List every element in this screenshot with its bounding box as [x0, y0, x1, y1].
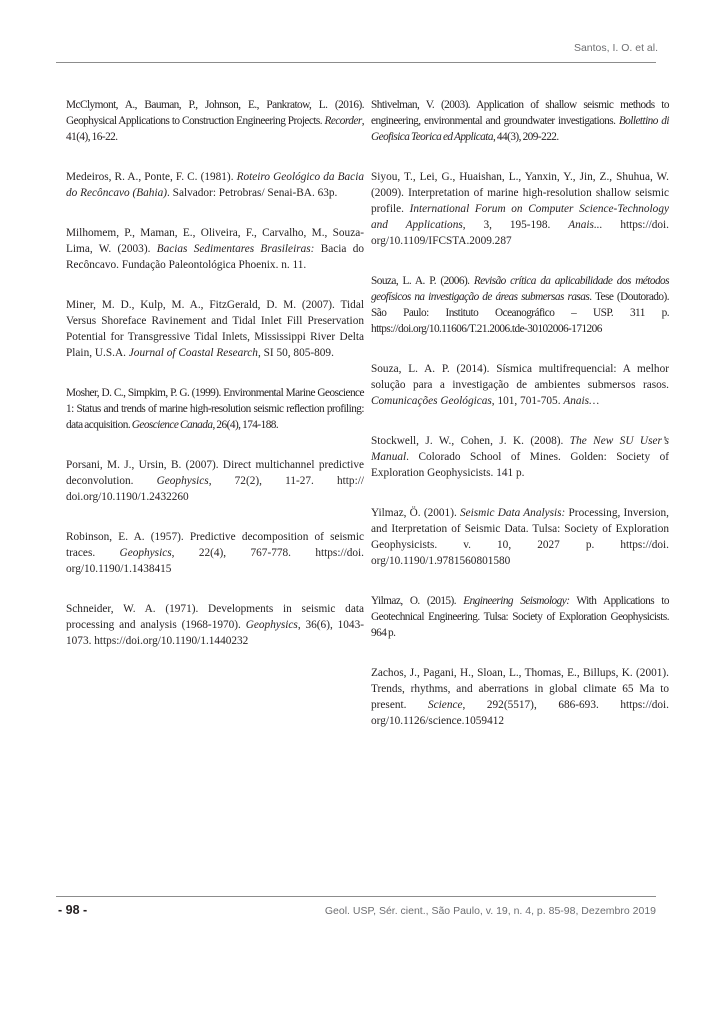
reference-text: With Applications to Geotechnical Engineering. Tulsa: Society of Exploration Geophysicists. 964 p. [371, 595, 669, 639]
reference-entry [371, 361, 669, 409]
reference-entry [371, 97, 669, 145]
reference-text: Porsani, M. J., Ursin, B. (2007). Direct multichannel predictive deconvolution. [66, 459, 364, 487]
reference-text: Medeiros, R. A., Ponte, F. C. (1981). [66, 171, 237, 183]
reference-title-italic: Bollettino di Geofisica Teorica ed Applicata [371, 115, 669, 143]
header-rule [56, 62, 656, 63]
page-number: - 98 - [58, 903, 88, 917]
reference-text: Schneider, W. A. (1971). Developments in seismic data processing and analysis (1968-1970). [66, 603, 364, 631]
reference-text: Shtivelman, V. (2003). Application of shallow seismic methods to engineering, environmental and groundwater investigations. [371, 99, 669, 127]
reference-title-italic: Bacias Sedimentares Brasileiras: [156, 243, 315, 255]
reference-text: Souza, L. A. P. (2006). [371, 275, 474, 287]
reference-entry [66, 529, 364, 577]
reference-title-italic: Journal of Coastal Research [128, 347, 258, 359]
reference-text: , 101, 701-705. [491, 395, 564, 407]
reference-entry [66, 225, 364, 273]
reference-title-italic: Science [428, 699, 463, 711]
reference-entry [66, 169, 364, 201]
reference-text: Mosher, D. C., Simpkim, P. G. (1999). Environmental Marine Geoscience 1: Status and trends of marine high-resolution seismic reflection profiling: data acquisition. [66, 387, 364, 431]
reference-text: Bacia do Recôncavo. Fundação Paleontológica Phoenix. n. 11. [66, 243, 364, 271]
reference-entry [66, 601, 364, 649]
reference-title-italic: Anais… [563, 395, 600, 407]
reference-entry [371, 273, 669, 337]
reference-title-italic: Anais... [568, 219, 603, 231]
reference-entry [66, 97, 364, 145]
reference-entry [371, 593, 669, 641]
reference-title-italic: The New SU User’s Manual [371, 435, 669, 463]
references-left-column [66, 97, 364, 673]
references-right-column [371, 97, 669, 753]
reference-title-italic: Comunicações Geológicas [371, 395, 492, 407]
reference-text: Zachos, J., Pagani, H., Sloan, L., Thomas, E., Billups, K. (2001). Trends, rhythms, and aberrations in global climate 65 Ma to present. [371, 667, 669, 711]
reference-text: , 22(4), 767-778. https://doi. org/10.1190/1.1438415 [66, 547, 364, 575]
reference-title-italic: Geophysics [245, 619, 298, 631]
reference-entry [371, 665, 669, 729]
reference-entry [371, 505, 669, 569]
reference-title-italic: Geoscience Canada [131, 419, 213, 431]
reference-title-italic: International Forum on Computer Science-Technology and Applications [371, 203, 669, 231]
reference-entry [66, 297, 364, 361]
reference-text: . Colorado School of Mines. Golden: Society of Exploration Geophysicists. 141 p. [371, 451, 669, 479]
reference-text: Souza, L. A. P. (2014). Sísmica multifrequencial: A melhor solução para a investigação de ambientes submersos rasos. [371, 363, 669, 391]
reference-text: Miner, M. D., Kulp, M. A., FitzGerald, D. M. (2007). Tidal Versus Shoreface Ravinement and Tidal Inlet Fill Preservation Potential for Transgressive Tidal Inlets, Mississippi River Delta Plain, U.S.A. [66, 299, 364, 359]
running-header: Santos, I. O. et al. [573, 42, 658, 54]
reference-text: , 3, 195-198. [462, 219, 569, 231]
reference-text: , 44(3), 209-222. [492, 131, 559, 143]
reference-text: , 41(4), 16-22. [66, 115, 364, 143]
reference-entry [66, 385, 364, 433]
reference-title-italic: Recorder [324, 115, 362, 127]
footer-rule [56, 896, 656, 897]
reference-text: Yilmaz, Ö. (2001). [371, 507, 460, 519]
reference-entry [66, 457, 364, 505]
reference-title-italic: Roteiro Geológico da Bacia do Recôncavo (Bahia) [66, 171, 364, 199]
reference-text: Milhomem, P., Maman, E., Oliveira, F., Carvalho, M., Souza-Lima, W. (2003). [66, 227, 364, 255]
reference-text: , 72(2), 11-27. http:// doi.org/10.1190/1.2432260 [66, 475, 365, 503]
reference-title-italic: Engineering Seismology: [463, 595, 570, 607]
reference-text: Robinson, E. A. (1957). Predictive decomposition of seismic traces. [66, 531, 364, 559]
reference-text: , 292(5517), 686-693. https://doi. org/10.1126/science.1059412 [371, 699, 669, 727]
reference-text: , 36(6), 1043-1073. https://doi.org/10.1190/1.1440232 [66, 619, 364, 647]
reference-entry [371, 169, 669, 249]
reference-text: McClymont, A., Bauman, P., Johnson, E., Pankratow, L. (2016). Geophysical Applications to Construction Engineering Projects. [66, 99, 364, 127]
reference-title-italic: Geophysics [119, 547, 172, 559]
reference-entry [371, 433, 669, 481]
reference-text: . Tese (Doutorado). São Paulo: Instituto Oceanográfico – USP. 311 p. https://doi.org/10.11606/T.21.2006.tde-30102006-171206 [371, 291, 669, 335]
reference-title-italic: Seismic Data Analysis: [459, 507, 566, 519]
reference-text: https://doi. org/10.1109/IFCSTA.2009.287 [371, 219, 669, 247]
reference-text: Siyou, T., Lei, G., Huaishan, L., Yanxin, Y., Jin, Z., Shuhua, W. (2009). Interpretation of marine high-resolution shallow seismic profile. [371, 171, 669, 215]
reference-title-italic: Geophysics [156, 475, 209, 487]
journal-citation: Geol. USP, Sér. cient., São Paulo, v. 19, n. 4, p. 85-98, Dezembro 2019 [324, 905, 656, 917]
reference-text: . Salvador: Petrobras/ Senai-BA. 63p. [167, 187, 338, 199]
reference-text: Processing, Inversion, and Iterpretation of Seismic Data. Tulsa: Society of Exploration Geophysicists. v. 10, 2027 p. https://doi. org/10.1190/1.9781560801580 [371, 507, 669, 567]
reference-title-italic: Revisão crítica da aplicabilidade dos métodos geofísicos na investigação de áreas submersas rasas [371, 275, 670, 303]
reference-text: Yilmaz, O. (2015). [371, 595, 464, 607]
reference-text: Stockwell, J. W., Cohen, J. K. (2008). [371, 435, 570, 447]
reference-text: , 26(4), 174-188. [212, 419, 279, 431]
reference-text: , SI 50, 805-809. [257, 347, 334, 359]
